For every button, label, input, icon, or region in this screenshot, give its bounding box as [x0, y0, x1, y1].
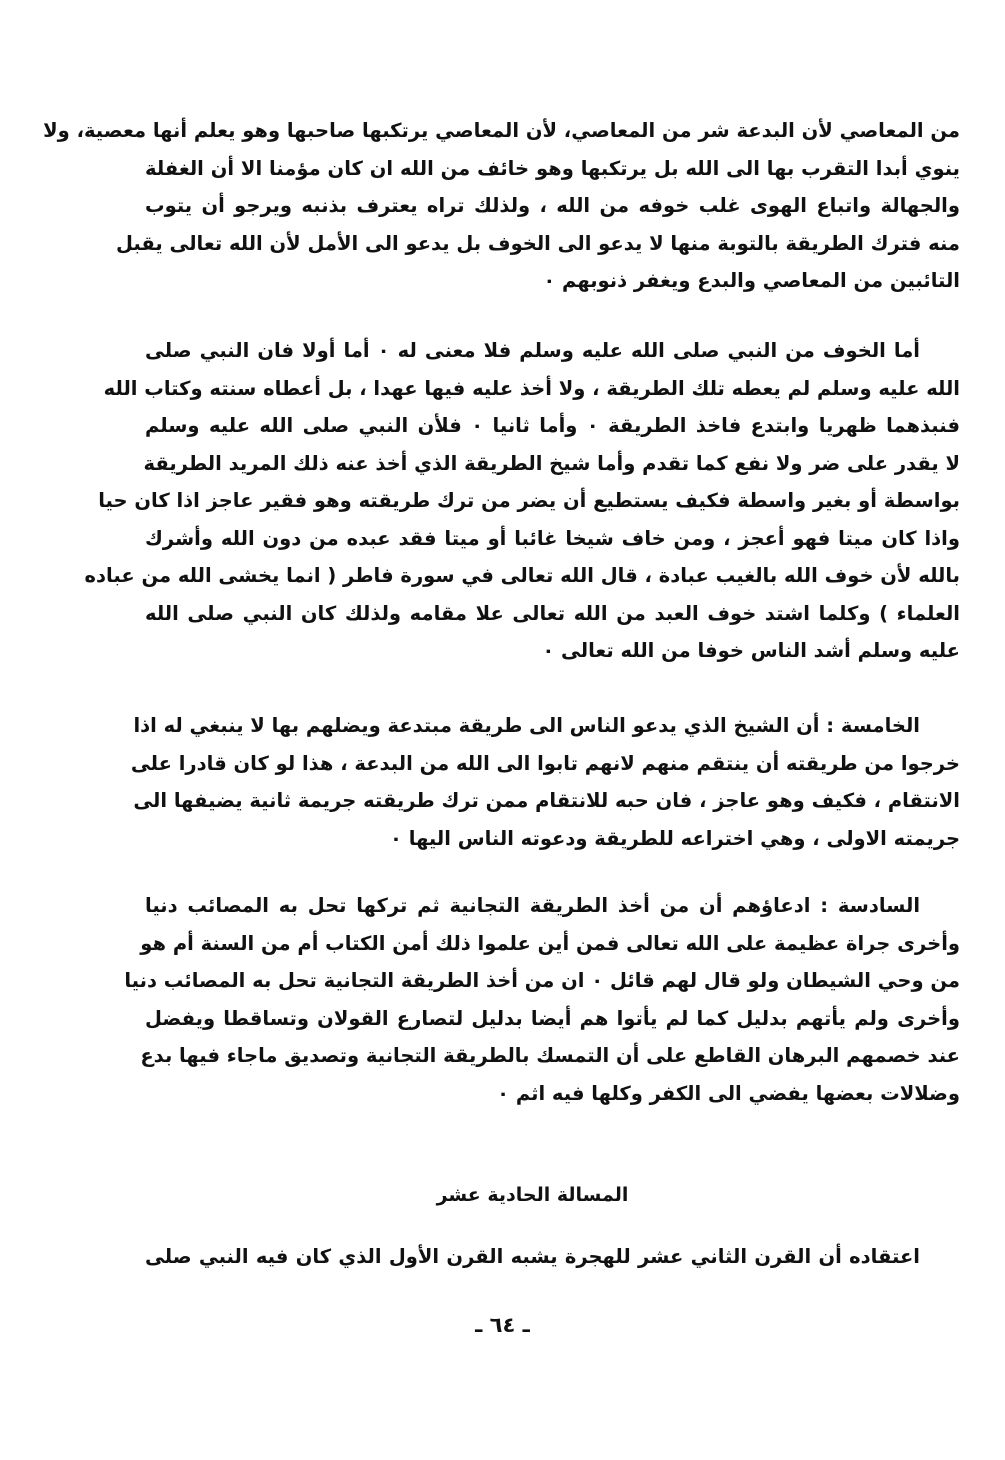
- text-line: وأخرى ولم يأتهم بدليل كما لم يأتوا هم أيضا بدليل لتصارع القولان وتساقطا ويفضل: [145, 1006, 960, 1030]
- text-line: والجهالة واتباع الهوى غلب خوفه من الله ، ولذلك تراه يعترف بذنبه ويرجو أن يتوب: [145, 194, 960, 217]
- text-line: من وحي الشيطان ولو قال لهم قائل ٠ ان من أخذ الطريقة التجانية تحل به المصائب دنيا: [124, 969, 960, 992]
- text-line: التائبين من المعاصي والبدع ويغفر ذنوبهم ٠: [543, 269, 960, 292]
- text-line: فنبذهما ظهريا وابتدع فاخذ الطريقة ٠ وأما ثانيا ٠ فلأن النبي صلى الله عليه وسلم: [145, 414, 960, 437]
- text-line: وأخرى جراة عظيمة على الله تعالى فمن أين علموا ذلك أمن الكتاب أم من السنة أم هو: [140, 931, 960, 955]
- paragraph-1: [43, 112, 960, 300]
- paragraph-5: [145, 1238, 960, 1276]
- text-line: منه فترك الطريقة بالتوبة منها لا يدعو الى الخوف بل يدعو الى الأمل لأن الله تعالى يقبل: [115, 231, 960, 255]
- text-line: العلماء ) وكلما اشتد خوف العبد من الله تعالى علا مقامه ولذلك كان النبي صلى الله: [145, 601, 960, 625]
- section-heading-text: المسالة الحادية عشر: [436, 1184, 629, 1206]
- text-line: أما الخوف من النبي صلى الله عليه وسلم فلا معنى له ٠ أما أولا فان النبي صلى: [145, 339, 920, 362]
- text-line: عليه وسلم أشد الناس خوفا من الله تعالى ٠: [542, 639, 960, 662]
- text-line: ينوي أبدا التقرب بها الى الله بل يرتكبها وهو خائف من الله ان كان مؤمنا الا أن الغفلة: [145, 156, 960, 180]
- text-line: خرجوا من طريقته أن ينتقم منهم لانهم تابوا الى الله من البدعة ، هذا لو كان قادرا على: [130, 751, 960, 775]
- text-line: بالله لأن خوف الله بالغيب عبادة ، قال الله تعالى في سورة فاطر ( انما يخشى الله من عباده: [84, 564, 960, 587]
- text-line: وضلالات بعضها يفضي الى الكفر وكلها فيه اثم ٠: [497, 1081, 960, 1105]
- text-line: عند خصمهم البرهان القاطع على أن التمسك بالطريقة التجانية وتصديق ماجاء فيها بدع: [140, 1044, 960, 1067]
- paragraph-3: [130, 707, 960, 857]
- paragraph-2: [84, 332, 960, 670]
- text-line: اعتقاده أن القرن الثاني عشر للهجرة يشبه القرن الأول الذي كان فيه النبي صلى: [145, 1245, 920, 1268]
- page-number: ـ ٦٤ ـ: [475, 1313, 530, 1337]
- text-line: الانتقام ، فكيف وهو عاجز ، فان حبه للانتقام ممن ترك طريقته جريمة ثانية يضيفها الى: [133, 789, 960, 812]
- text-line: لا يقدر على ضر ولا نفع كما تقدم وأما شيخ الطريقة الذي أخذ عنه ذلك المريد الطريقة: [143, 451, 960, 475]
- text-line: جريمته الاولى ، وهي اختراعه للطريقة ودعوته الناس اليها ٠: [390, 826, 960, 850]
- text-line: من المعاصي لأن البدعة شر من المعاصي، لأن المعاصي يرتكبها صاحبها وهو يعلم أنها معصية، ولا: [43, 119, 960, 142]
- paragraph-4: [124, 887, 960, 1112]
- text-line: السادسة : ادعاؤهم أن من أخذ الطريقة التجانية ثم تركها تحل به المصائب دنيا: [145, 894, 920, 917]
- text-line: بواسطة أو بغير واسطة فكيف يستطيع أن يضر من ترك طريقته وهو فقير عاجز اذا كان حيا: [98, 489, 960, 512]
- text-line: واذا كان ميتا فهو أعجز ، ومن خاف شيخا غائبا أو ميتا فقد عبده من دون الله وأشرك: [145, 526, 960, 550]
- text-line: الخامسة : أن الشيخ الذي يدعو الناس الى طريقة مبتدعة ويضلهم بها لا ينبغي له اذا: [133, 714, 920, 737]
- text-line: الله عليه وسلم لم يعطه تلك الطريقة ، ولا أخذ عليه فيها عهدا ، بل أعطاه سنته وكتاب الله: [103, 376, 960, 400]
- section-heading: [145, 1180, 960, 1210]
